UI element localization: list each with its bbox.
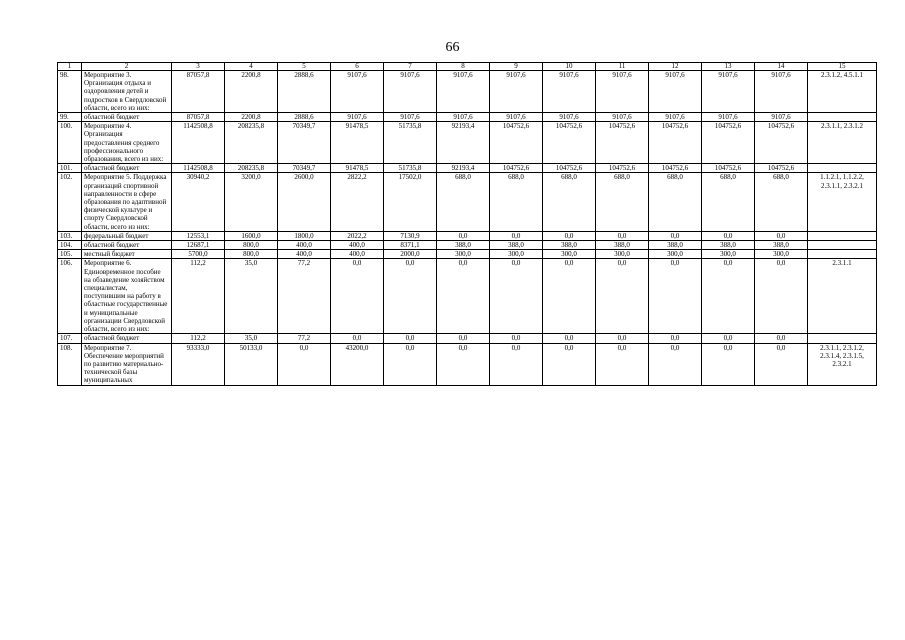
item-name-cell: Мероприятие 4. Организация предоставления среднего профессионального образования, всего из них:	[82, 122, 172, 164]
row-number-cell: 102.	[58, 173, 82, 231]
amount-cell: 2200,8	[225, 113, 278, 122]
amount-cell: 0,0	[543, 259, 596, 334]
amount-cell: 9107,6	[702, 113, 755, 122]
column-number-header: 5	[278, 63, 331, 71]
item-name-cell: местный бюджет	[82, 250, 172, 259]
amount-cell: 9107,6	[490, 71, 543, 113]
amount-cell: 300,0	[543, 250, 596, 259]
amount-cell: 43200,0	[331, 343, 384, 385]
amount-cell: 0,0	[490, 334, 543, 343]
amount-cell: 104752,6	[702, 122, 755, 164]
amount-cell: 77,2	[278, 334, 331, 343]
amount-cell: 12687,1	[172, 241, 225, 250]
amount-cell: 0,0	[490, 259, 543, 334]
column-number-header: 7	[384, 63, 437, 71]
target-code-cell: 1.1.2.1, 1.1.2.2, 2.3.1.1, 2.3.2.1	[808, 173, 877, 231]
amount-cell: 9107,6	[437, 113, 490, 122]
column-number-header: 3	[172, 63, 225, 71]
amount-cell: 104752,6	[755, 164, 808, 173]
amount-cell: 77,2	[278, 259, 331, 334]
amount-cell: 2888,6	[278, 71, 331, 113]
amount-cell: 1800,0	[278, 231, 331, 240]
item-name-cell: Мероприятие 3. Организация отдыха и оздоровления детей и подростков в Свердловской области, всего из них:	[82, 71, 172, 113]
amount-cell: 104752,6	[755, 122, 808, 164]
amount-cell: 400,0	[331, 250, 384, 259]
amount-cell: 9107,6	[755, 113, 808, 122]
amount-cell: 208235,8	[225, 122, 278, 164]
table-row	[58, 173, 877, 231]
amount-cell: 300,0	[596, 250, 649, 259]
amount-cell: 0,0	[596, 343, 649, 385]
amount-cell: 800,0	[225, 241, 278, 250]
amount-cell: 0,0	[649, 343, 702, 385]
amount-cell: 7130,9	[384, 231, 437, 240]
amount-cell: 0,0	[384, 343, 437, 385]
amount-cell: 1142508,8	[172, 164, 225, 173]
amount-cell: 300,0	[490, 250, 543, 259]
amount-cell: 2600,0	[278, 173, 331, 231]
amount-cell: 92193,4	[437, 164, 490, 173]
amount-cell: 300,0	[702, 250, 755, 259]
amount-cell: 688,0	[543, 173, 596, 231]
target-code-cell	[808, 250, 877, 259]
amount-cell: 0,0	[331, 334, 384, 343]
amount-cell: 104752,6	[649, 164, 702, 173]
amount-cell: 112,2	[172, 334, 225, 343]
amount-cell: 112,2	[172, 259, 225, 334]
amount-cell: 0,0	[755, 231, 808, 240]
amount-cell: 388,0	[649, 241, 702, 250]
amount-cell: 0,0	[384, 334, 437, 343]
amount-cell: 104752,6	[490, 122, 543, 164]
amount-cell: 9107,6	[596, 71, 649, 113]
column-number-header: 6	[331, 63, 384, 71]
amount-cell: 5700,0	[172, 250, 225, 259]
amount-cell: 688,0	[702, 173, 755, 231]
amount-cell: 104752,6	[596, 122, 649, 164]
amount-cell: 104752,6	[543, 164, 596, 173]
item-name-cell: федеральный бюджет	[82, 231, 172, 240]
amount-cell: 9107,6	[755, 71, 808, 113]
amount-cell: 12553,1	[172, 231, 225, 240]
table-row	[58, 231, 877, 240]
target-code-cell	[808, 334, 877, 343]
amount-cell: 70349,7	[278, 164, 331, 173]
row-number-cell: 100.	[58, 122, 82, 164]
column-number-header: 13	[702, 63, 755, 71]
amount-cell: 388,0	[490, 241, 543, 250]
table-row	[58, 250, 877, 259]
row-number-cell: 107.	[58, 334, 82, 343]
amount-cell: 9107,6	[543, 71, 596, 113]
amount-cell: 9107,6	[384, 113, 437, 122]
amount-cell: 300,0	[649, 250, 702, 259]
amount-cell: 0,0	[649, 259, 702, 334]
target-code-cell	[808, 241, 877, 250]
amount-cell: 91478,5	[331, 122, 384, 164]
amount-cell: 70349,7	[278, 122, 331, 164]
amount-cell: 2022,2	[331, 231, 384, 240]
amount-cell: 104752,6	[490, 164, 543, 173]
row-number-cell: 103.	[58, 231, 82, 240]
amount-cell: 9107,6	[596, 113, 649, 122]
column-number-header: 10	[543, 63, 596, 71]
column-number-header: 12	[649, 63, 702, 71]
target-code-cell	[808, 113, 877, 122]
amount-cell: 0,0	[437, 334, 490, 343]
amount-cell: 0,0	[543, 334, 596, 343]
row-number-cell: 105.	[58, 250, 82, 259]
column-number-header: 1	[58, 63, 82, 71]
table-row	[58, 71, 877, 113]
column-number-header: 9	[490, 63, 543, 71]
amount-cell: 91478,5	[331, 164, 384, 173]
amount-cell: 300,0	[755, 250, 808, 259]
column-number-header: 14	[755, 63, 808, 71]
amount-cell: 0,0	[702, 259, 755, 334]
item-name-cell: областной бюджет	[82, 113, 172, 122]
column-number-header: 2	[82, 63, 172, 71]
amount-cell: 0,0	[331, 259, 384, 334]
amount-cell: 1600,0	[225, 231, 278, 240]
amount-cell: 688,0	[596, 173, 649, 231]
amount-cell: 0,0	[702, 343, 755, 385]
item-name-cell: областной бюджет	[82, 334, 172, 343]
table-row	[58, 334, 877, 343]
amount-cell: 9107,6	[384, 71, 437, 113]
column-number-header: 11	[596, 63, 649, 71]
amount-cell: 9107,6	[649, 113, 702, 122]
amount-cell: 50133,0	[225, 343, 278, 385]
amount-cell: 0,0	[490, 231, 543, 240]
amount-cell: 3200,0	[225, 173, 278, 231]
item-name-cell: Мероприятие 5. Поддержка организаций спортивной направленности в сфере образования по адаптивной физической культуре и спорту Свердловской области, всего из них:	[82, 173, 172, 231]
amount-cell: 0,0	[649, 231, 702, 240]
amount-cell: 0,0	[649, 334, 702, 343]
amount-cell: 1142508,8	[172, 122, 225, 164]
amount-cell: 0,0	[384, 259, 437, 334]
amount-cell: 92193,4	[437, 122, 490, 164]
column-header-row	[58, 63, 877, 71]
amount-cell: 2200,8	[225, 71, 278, 113]
amount-cell: 51735,8	[384, 122, 437, 164]
amount-cell: 0,0	[702, 231, 755, 240]
table-row	[58, 343, 877, 385]
amount-cell: 93333,0	[172, 343, 225, 385]
amount-cell: 2888,6	[278, 113, 331, 122]
table-row	[58, 164, 877, 173]
amount-cell: 9107,6	[702, 71, 755, 113]
item-name-cell: Мероприятие 7. Обеспечение мероприятий по развитию материально-технической базы муниципальных	[82, 343, 172, 385]
amount-cell: 104752,6	[596, 164, 649, 173]
row-number-cell: 101.	[58, 164, 82, 173]
amount-cell: 388,0	[702, 241, 755, 250]
amount-cell: 87057,8	[172, 113, 225, 122]
amount-cell: 0,0	[702, 334, 755, 343]
column-number-header: 4	[225, 63, 278, 71]
table-row	[58, 113, 877, 122]
amount-cell: 400,0	[278, 241, 331, 250]
row-number-cell: 106.	[58, 259, 82, 334]
amount-cell: 51735,8	[384, 164, 437, 173]
target-code-cell: 2.3.1.1, 2.3.1.2, 2.3.1.4, 2.3.1.5, 2.3.2.1	[808, 343, 877, 385]
amount-cell: 300,0	[437, 250, 490, 259]
amount-cell: 400,0	[278, 250, 331, 259]
amount-cell: 104752,6	[649, 122, 702, 164]
amount-cell: 0,0	[755, 334, 808, 343]
target-code-cell: 2.3.1.1	[808, 259, 877, 334]
amount-cell: 104752,6	[543, 122, 596, 164]
amount-cell: 104752,6	[702, 164, 755, 173]
amount-cell: 388,0	[596, 241, 649, 250]
amount-cell: 9107,6	[437, 71, 490, 113]
amount-cell: 9107,6	[543, 113, 596, 122]
amount-cell: 688,0	[649, 173, 702, 231]
table-row	[58, 259, 877, 334]
amount-cell: 688,0	[437, 173, 490, 231]
amount-cell: 0,0	[755, 259, 808, 334]
amount-cell: 9107,6	[331, 113, 384, 122]
amount-cell: 0,0	[755, 343, 808, 385]
amount-cell: 9107,6	[331, 71, 384, 113]
amount-cell: 0,0	[543, 231, 596, 240]
amount-cell: 9107,6	[649, 71, 702, 113]
amount-cell: 35,0	[225, 334, 278, 343]
amount-cell: 0,0	[543, 343, 596, 385]
amount-cell: 688,0	[755, 173, 808, 231]
amount-cell: 0,0	[596, 231, 649, 240]
amount-cell: 0,0	[596, 334, 649, 343]
amount-cell: 388,0	[755, 241, 808, 250]
amount-cell: 800,0	[225, 250, 278, 259]
amount-cell: 688,0	[490, 173, 543, 231]
amount-cell: 17502,0	[384, 173, 437, 231]
column-number-header: 8	[437, 63, 490, 71]
column-number-header: 15	[808, 63, 877, 71]
budget-table	[57, 62, 877, 386]
amount-cell: 388,0	[437, 241, 490, 250]
amount-cell: 388,0	[543, 241, 596, 250]
target-code-cell: 2.3.1.1, 2.3.1.2	[808, 122, 877, 164]
amount-cell: 9107,6	[490, 113, 543, 122]
amount-cell: 30940,2	[172, 173, 225, 231]
item-name-cell: областной бюджет	[82, 164, 172, 173]
target-code-cell	[808, 231, 877, 240]
item-name-cell: Мероприятие 6. Единовременное пособие на обзаведение хозяйством специалистам, поступившим на работу в областные государственные и муниципальные организации Свердловской области, всего из них:	[82, 259, 172, 334]
page-number: 66	[445, 40, 460, 55]
amount-cell: 208235,8	[225, 164, 278, 173]
target-code-cell	[808, 164, 877, 173]
amount-cell: 400,0	[331, 241, 384, 250]
target-code-cell: 2.3.1.2, 4.5.1.1	[808, 71, 877, 113]
table-row	[58, 241, 877, 250]
amount-cell: 0,0	[437, 259, 490, 334]
item-name-cell: областной бюджет	[82, 241, 172, 250]
row-number-cell: 99.	[58, 113, 82, 122]
amount-cell: 35,0	[225, 259, 278, 334]
amount-cell: 0,0	[437, 231, 490, 240]
row-number-cell: 104.	[58, 241, 82, 250]
amount-cell: 0,0	[278, 343, 331, 385]
amount-cell: 0,0	[490, 343, 543, 385]
amount-cell: 87057,8	[172, 71, 225, 113]
amount-cell: 2822,2	[331, 173, 384, 231]
amount-cell: 0,0	[596, 259, 649, 334]
amount-cell: 0,0	[437, 343, 490, 385]
table-row	[58, 122, 877, 164]
row-number-cell: 98.	[58, 71, 82, 113]
amount-cell: 8371,1	[384, 241, 437, 250]
amount-cell: 2000,0	[384, 250, 437, 259]
row-number-cell: 108.	[58, 343, 82, 385]
